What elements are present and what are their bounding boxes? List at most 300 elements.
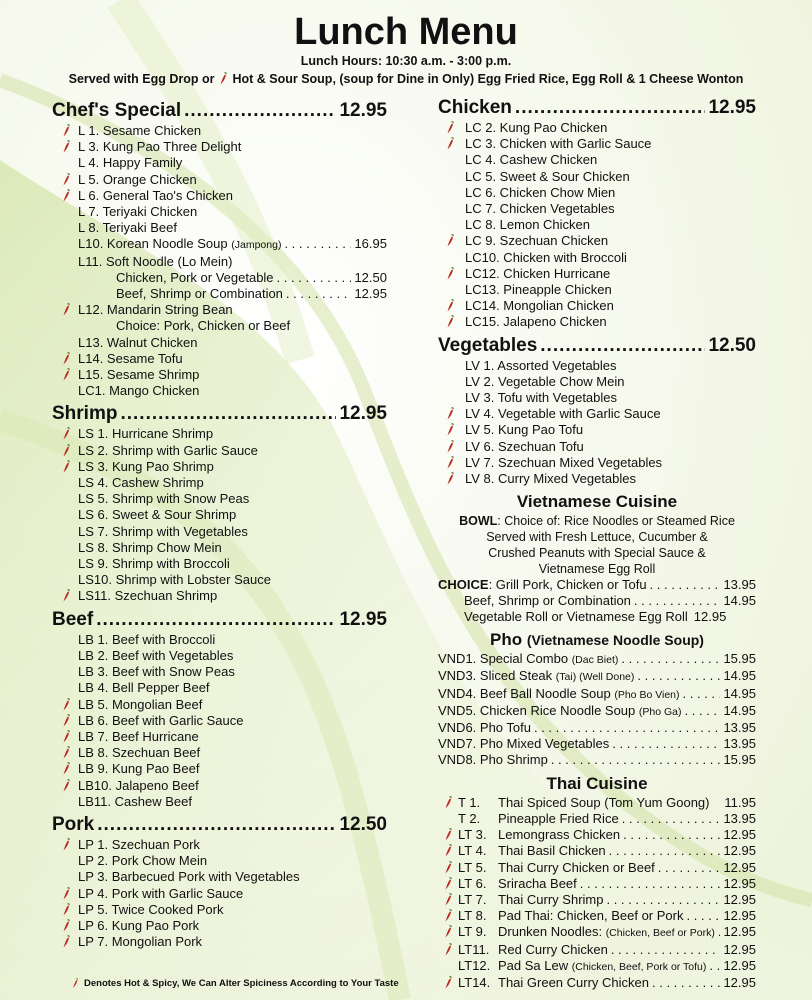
- chili-pepper-icon: [444, 861, 453, 875]
- item-name: Thai Spiced Soup (Tom Yum Goong): [498, 794, 710, 810]
- chili-pepper-icon: [444, 877, 453, 891]
- menu-item-l12-note: [52, 318, 387, 334]
- chili-pepper-icon: [444, 976, 453, 990]
- chili-pepper-icon: [62, 919, 71, 933]
- item-name: L 6. General Tao's Chicken: [78, 187, 233, 203]
- item-name: LB 6. Beef with Garlic Sauce: [78, 712, 244, 728]
- item-name: LP 7. Mongolian Pork: [78, 934, 203, 950]
- page-title: Lunch Menu: [294, 11, 518, 53]
- menu-item: [438, 720, 756, 736]
- item-name: Vegetable Roll or Vietnamese Egg Roll: [464, 609, 688, 625]
- item-name: LS10. Shrimp with Lobster Sauce: [78, 572, 271, 588]
- item-note: (Pho Ga): [638, 705, 682, 718]
- item-code: LT 8.: [458, 908, 487, 924]
- item-label: [458, 811, 619, 827]
- item-name: LC 8. Lemon Chicken: [465, 217, 591, 233]
- item-name: Sriracha Beef: [498, 875, 577, 891]
- item-name: LC15. Jalapeno Chicken: [465, 314, 607, 330]
- section-thai: [438, 773, 756, 991]
- item-label: [438, 686, 680, 703]
- item-label: [438, 703, 682, 720]
- section-header: [52, 99, 387, 123]
- item-name: LC 3. Chicken with Garlic Sauce: [465, 136, 652, 152]
- item-list: [52, 837, 387, 950]
- dot-leader: [184, 99, 336, 123]
- menu-item: [438, 169, 756, 185]
- menu-item: [52, 459, 387, 475]
- item-label: [438, 752, 548, 768]
- menu-item: [52, 664, 387, 680]
- item-note: (Jampong): [231, 239, 282, 252]
- item-name: Pad Sa Lew: [498, 957, 569, 973]
- item-name: Pad Thai: Chicken, Beef or Pork: [498, 908, 684, 924]
- item-name: LV 4. Vegetable with Garlic Sauce: [465, 406, 661, 422]
- item-name: VND6. Pho Tofu: [438, 720, 531, 736]
- menu-item: [52, 697, 387, 713]
- section-title: Thai Cuisine: [546, 773, 648, 793]
- menu-item: [438, 651, 756, 668]
- menu-item: [52, 172, 387, 188]
- item-name: LP 3. Barbecued Pork with Vegetables: [78, 869, 300, 885]
- item-list: [52, 123, 387, 236]
- menu-item: [438, 668, 756, 685]
- item-name: LV 5. Kung Pao Tofu: [465, 422, 584, 438]
- menu-item: [438, 860, 756, 876]
- item-name: LP 5. Twice Cooked Pork: [78, 901, 224, 917]
- item-label: [458, 860, 655, 876]
- item-price: 12.95: [354, 286, 387, 302]
- menu-item: [438, 250, 756, 266]
- menu-item: [52, 188, 387, 204]
- chili-pepper-icon: [62, 714, 71, 728]
- served-with-text-end: Hot & Sour Soup, (soup for Dine in Only) Egg Fried Rice, Egg Roll & 1 Cheese Wonton: [232, 72, 744, 86]
- bowl-description: [438, 513, 756, 529]
- item-name: LP 1. Szechuan Pork: [78, 836, 200, 852]
- chili-pepper-icon: [62, 173, 71, 187]
- choice-3: [438, 609, 756, 625]
- dot-leader: [609, 843, 721, 859]
- item-note: Choice: Pork, Chicken or Beef: [116, 318, 291, 334]
- item-name: L12. Mandarin String Bean: [78, 302, 233, 318]
- item-label: [438, 668, 634, 685]
- choice-label: CHOICE: [438, 577, 489, 593]
- item-name: L 4. Happy Family: [78, 155, 183, 171]
- chili-pepper-icon: [62, 887, 71, 901]
- item-label: [458, 843, 606, 859]
- menu-item: [438, 422, 756, 438]
- section-price: 12.95: [339, 100, 387, 121]
- chili-pepper-icon: [62, 460, 71, 474]
- item-code: LT14.: [458, 974, 491, 990]
- item-name: L 8. Teriyaki Beef: [78, 220, 177, 236]
- item-name: LC1. Mango Chicken: [78, 383, 200, 399]
- item-name: VND1. Special Combo: [438, 651, 569, 667]
- item-label: [458, 975, 649, 991]
- dot-leader: [622, 811, 721, 827]
- item-price: 12.95: [723, 908, 756, 924]
- menu-item: [52, 220, 387, 236]
- item-name: LV 6. Szechuan Tofu: [465, 438, 584, 454]
- item-price: 15.95: [723, 651, 756, 667]
- item-name: LB 1. Beef with Broccoli: [78, 631, 216, 647]
- item-name: L15. Sesame Shrimp: [78, 367, 200, 383]
- chili-pepper-icon: [62, 779, 71, 793]
- menu-item: [438, 455, 756, 471]
- item-price: 12.50: [354, 269, 387, 285]
- spicy-legend: [72, 978, 399, 989]
- menu-item: [52, 761, 387, 777]
- menu-item: [438, 152, 756, 168]
- section-title: Shrimp: [52, 403, 118, 425]
- left-column: [52, 96, 387, 950]
- choice-2: [438, 593, 756, 609]
- menu-item: [52, 713, 387, 729]
- item-list: [438, 795, 756, 991]
- item-note: (Chicken, Beef, Pork or Tofu): [571, 960, 707, 973]
- item-name: LB 3. Beef with Snow Peas: [78, 664, 235, 680]
- section-price: 12.95: [339, 608, 387, 630]
- item-price: 12.95: [723, 941, 756, 957]
- bowl-line: Crushed Peanuts with Special Sauce &: [488, 546, 706, 561]
- chili-pepper-icon: [62, 124, 71, 138]
- item-price: 12.95: [693, 609, 727, 625]
- section-title: Chicken: [438, 97, 512, 118]
- item-name: LC 5. Sweet & Sour Chicken: [465, 168, 630, 184]
- item-name: Drunken Noodles:: [498, 924, 603, 940]
- item-name: LS 4. Cashew Shrimp: [78, 475, 204, 491]
- dot-leader: [606, 892, 720, 908]
- menu-item: [52, 123, 387, 139]
- section-header: [52, 813, 387, 837]
- dot-leader: [515, 96, 706, 120]
- menu-item: [438, 795, 756, 811]
- chili-pepper-icon: [62, 730, 71, 744]
- chili-pepper-icon: [446, 299, 455, 313]
- dot-leader: [97, 813, 336, 837]
- item-price: 14.95: [723, 685, 756, 701]
- item-name: Chicken, Pork or Vegetable: [116, 269, 274, 285]
- item-name: L10. Korean Noodle Soup: [78, 236, 228, 252]
- menu-item-l10: [52, 236, 387, 253]
- spicy-legend-text: Denotes Hot & Spicy, We Can Alter Spiciness According to Your Taste: [84, 978, 399, 989]
- chili-pepper-icon: [444, 844, 453, 858]
- chili-pepper-icon: [446, 407, 455, 421]
- menu-item: [438, 185, 756, 201]
- item-label: [458, 958, 706, 975]
- menu-item: [438, 827, 756, 843]
- item-name: L 5. Orange Chicken: [78, 171, 197, 187]
- item-name: LP 6. Kung Pao Pork: [78, 917, 200, 933]
- menu-item: [52, 383, 387, 399]
- item-list: [438, 358, 756, 488]
- item-name: LC 4. Cashew Chicken: [465, 152, 598, 168]
- menu-item: [438, 752, 756, 768]
- item-name: LC 9. Szechuan Chicken: [465, 233, 609, 249]
- menu-item: [438, 298, 756, 314]
- section-price: 12.50: [339, 813, 387, 835]
- menu-item: [438, 958, 756, 975]
- chili-pepper-icon: [62, 427, 71, 441]
- item-name: LB 5. Mongolian Beef: [78, 696, 203, 712]
- item-label: [458, 924, 715, 941]
- item-name: Lemongrass Chicken: [498, 827, 621, 843]
- item-list: [438, 120, 756, 331]
- menu-item-l11-option-1: [52, 270, 387, 286]
- chili-pepper-icon: [446, 440, 455, 454]
- item-price: 13.95: [723, 810, 756, 826]
- chili-pepper-icon: [62, 589, 71, 603]
- section-price: 12.95: [339, 403, 387, 425]
- item-price: 16.95: [354, 236, 387, 252]
- menu-item: [52, 524, 387, 540]
- chili-pepper-icon: [444, 893, 453, 907]
- menu-item: [52, 918, 387, 934]
- chili-pepper-icon: [62, 762, 71, 776]
- item-price: 11.95: [724, 794, 756, 810]
- menu-item: [438, 390, 756, 406]
- menu-item: [52, 507, 387, 523]
- section-title: Vietnamese Cuisine: [516, 492, 678, 512]
- section-pho: [438, 629, 756, 768]
- item-note: (Tai) (Well Done): [555, 671, 635, 684]
- chili-pepper-icon: [446, 472, 455, 486]
- item-price: 12.95: [723, 924, 756, 940]
- chili-pepper-icon: [446, 315, 455, 329]
- dot-leader: [621, 651, 720, 667]
- dot-leader: [120, 402, 336, 426]
- item-price: 12.95: [723, 859, 756, 875]
- chili-pepper-icon: [62, 746, 71, 760]
- item-name: LB11. Cashew Beef: [78, 793, 192, 809]
- menu-item: [52, 837, 387, 853]
- item-list: [438, 651, 756, 768]
- dot-leader: [551, 752, 721, 768]
- lunch-hours: Lunch Hours: 10:30 a.m. - 3:00 p.m.: [300, 54, 512, 68]
- bowl-line: Vietnamese Egg Roll: [538, 562, 656, 577]
- item-label: [458, 942, 608, 958]
- menu-item: [438, 282, 756, 298]
- item-name: LS 1. Hurricane Shrimp: [78, 426, 214, 442]
- dot-leader: [683, 686, 721, 702]
- section-beef: [52, 608, 387, 810]
- item-price: 12.95: [723, 957, 756, 973]
- item-price: 15.95: [723, 752, 756, 768]
- chili-pepper-icon: [446, 456, 455, 470]
- item-code: T 2.: [458, 810, 481, 826]
- menu-item: [52, 588, 387, 604]
- item-label: [458, 827, 620, 843]
- dot-leader: [650, 577, 721, 593]
- item-name: LC14. Mongolian Chicken: [465, 298, 614, 314]
- menu-item: [438, 136, 756, 152]
- chili-pepper-icon: [444, 943, 453, 957]
- dot-leader: [637, 668, 720, 684]
- chili-pepper-icon: [444, 909, 453, 923]
- item-name: LP 4. Pork with Garlic Sauce: [78, 885, 244, 901]
- item-price: 13.95: [723, 736, 756, 752]
- item-name: VND5. Chicken Rice Noodle Soup: [438, 702, 636, 718]
- item-name: VND4. Beef Ball Noodle Soup: [438, 685, 611, 701]
- menu-item: [438, 201, 756, 217]
- item-list: [52, 426, 387, 604]
- dot-leader: [540, 334, 705, 358]
- item-code: LT 9.: [458, 924, 487, 940]
- menu-item: [52, 540, 387, 556]
- menu-item: [438, 120, 756, 136]
- item-name: LV 1. Assorted Vegetables: [465, 357, 617, 373]
- bowl-line: Served with Fresh Lettuce, Cucumber &: [486, 530, 708, 545]
- dot-leader: [718, 924, 721, 940]
- menu-item: [52, 745, 387, 761]
- item-name: LB 9. Kung Pao Beef: [78, 761, 200, 777]
- section-chicken: [438, 96, 756, 331]
- item-name: Thai Curry Shrimp: [498, 891, 604, 907]
- chili-pepper-icon: [446, 423, 455, 437]
- menu-item: [438, 703, 756, 720]
- section-title: Beef: [52, 608, 94, 630]
- item-name: Beef, Shrimp or Combination: [116, 286, 283, 302]
- dot-leader: [580, 876, 721, 892]
- section-pork: [52, 813, 387, 950]
- item-name: LB 7. Beef Hurricane: [78, 728, 199, 744]
- item-name: L13. Walnut Chicken: [78, 334, 198, 350]
- menu-item-l11-option-2: [52, 286, 387, 302]
- item-code: LT 3.: [458, 827, 487, 843]
- menu-item: [438, 266, 756, 282]
- item-name: LS 2. Shrimp with Garlic Sauce: [78, 442, 258, 458]
- item-code: LT 4.: [458, 843, 487, 859]
- item-code: LT 5.: [458, 859, 487, 875]
- pho-subtitle: (Vietnamese Noodle Soup): [526, 632, 704, 649]
- menu-item: [438, 975, 756, 991]
- menu-item: [438, 942, 756, 958]
- menu-item: [52, 778, 387, 794]
- item-name: LS 5. Shrimp with Snow Peas: [78, 491, 250, 507]
- item-price: 14.95: [723, 593, 756, 609]
- menu-item: [52, 729, 387, 745]
- dot-leader: [709, 958, 720, 974]
- section-price: 12.95: [708, 97, 756, 118]
- menu-item: [438, 686, 756, 703]
- item-label: [458, 795, 710, 811]
- chili-pepper-icon: [444, 796, 453, 810]
- item-name: LS 7. Shrimp with Vegetables: [78, 523, 248, 539]
- item-code: LT 6.: [458, 875, 487, 891]
- chili-pepper-icon: [446, 267, 455, 281]
- menu-item: [52, 648, 387, 664]
- item-code: LT12.: [458, 957, 491, 973]
- item-name: LS 3. Kung Pao Shrimp: [78, 458, 214, 474]
- menu-item: [52, 886, 387, 902]
- item-name: LC10. Chicken with Broccoli: [465, 249, 627, 265]
- item-price: 13.95: [723, 577, 756, 593]
- menu-item: [438, 406, 756, 422]
- section-header: [438, 96, 756, 120]
- item-name: L11. Soft Noodle (Lo Mein): [78, 253, 233, 269]
- choice-1: [438, 577, 756, 593]
- item-name: LB 8. Szechuan Beef: [78, 745, 201, 761]
- menu-item: [438, 843, 756, 859]
- item-name: VND8. Pho Shrimp: [438, 752, 548, 768]
- chili-pepper-icon: [62, 368, 71, 382]
- dot-leader: [286, 286, 352, 302]
- item-name: Red Curry Chicken: [498, 941, 608, 957]
- dot-leader: [284, 236, 351, 252]
- section-vietnamese: [438, 491, 756, 625]
- item-name: LB10. Jalapeno Beef: [78, 777, 199, 793]
- right-column: [438, 96, 756, 991]
- dot-leader: [652, 975, 720, 991]
- item-list: [52, 632, 387, 810]
- menu-item: [52, 902, 387, 918]
- item-name: Pineapple Fried Rice: [498, 810, 619, 826]
- item-name: LV 7. Szechuan Mixed Vegetables: [465, 454, 663, 470]
- item-name: LC 2. Kung Pao Chicken: [465, 120, 608, 135]
- chili-pepper-icon: [444, 925, 453, 939]
- menu-item: [438, 233, 756, 249]
- item-price: 12.95: [723, 875, 756, 891]
- menu-item: [52, 351, 387, 367]
- served-with-text-start: Served with Egg Drop or: [68, 72, 215, 86]
- item-name: : Grill Pork, Chicken or Tofu: [488, 577, 647, 593]
- item-name: LC12. Chicken Hurricane: [465, 265, 611, 281]
- item-price: 14.95: [723, 702, 756, 718]
- section-vegetables: [438, 334, 756, 488]
- menu-item: [52, 139, 387, 155]
- menu-item: [438, 811, 756, 827]
- menu-item: [52, 155, 387, 171]
- dot-leader: [96, 608, 336, 632]
- chili-pepper-icon: [62, 935, 71, 949]
- item-name: L 7. Teriyaki Chicken: [78, 204, 198, 220]
- item-name: LB 2. Beef with Vegetables: [78, 647, 234, 663]
- item-name: Thai Green Curry Chicken: [498, 974, 649, 990]
- section-title: [438, 629, 756, 651]
- dot-leader: [612, 736, 720, 752]
- menu-item: [52, 335, 387, 351]
- menu-item: [438, 358, 756, 374]
- menu-item: [438, 217, 756, 233]
- item-name: VND3. Sliced Steak: [438, 668, 553, 684]
- menu-item: [438, 439, 756, 455]
- section-chefs-special: [52, 99, 387, 399]
- chili-pepper-icon: [62, 698, 71, 712]
- served-with-note: [0, 70, 812, 86]
- item-name: LS 9. Shrimp with Broccoli: [78, 556, 230, 572]
- menu-item: [438, 374, 756, 390]
- item-label: [438, 720, 531, 736]
- dot-leader: [634, 593, 721, 609]
- chili-pepper-icon: [72, 978, 79, 989]
- item-name: LP 2. Pork Chow Mein: [78, 853, 208, 869]
- chili-pepper-icon: [62, 352, 71, 366]
- chili-pepper-icon: [446, 234, 455, 248]
- item-list: [52, 335, 387, 400]
- menu-item: [52, 869, 387, 885]
- menu-item: [438, 314, 756, 330]
- section-header: [438, 334, 756, 358]
- dot-leader: [685, 703, 721, 719]
- item-price: 12.95: [723, 843, 756, 859]
- chili-pepper-icon: [219, 72, 228, 85]
- item-price: 13.95: [723, 720, 756, 736]
- dot-leader: [277, 270, 352, 286]
- menu-item: [52, 572, 387, 588]
- menu-item: [52, 934, 387, 950]
- item-note: (Chicken, Beef or Pork): [605, 927, 715, 940]
- dot-leader: [623, 827, 720, 843]
- dot-leader: [534, 720, 720, 736]
